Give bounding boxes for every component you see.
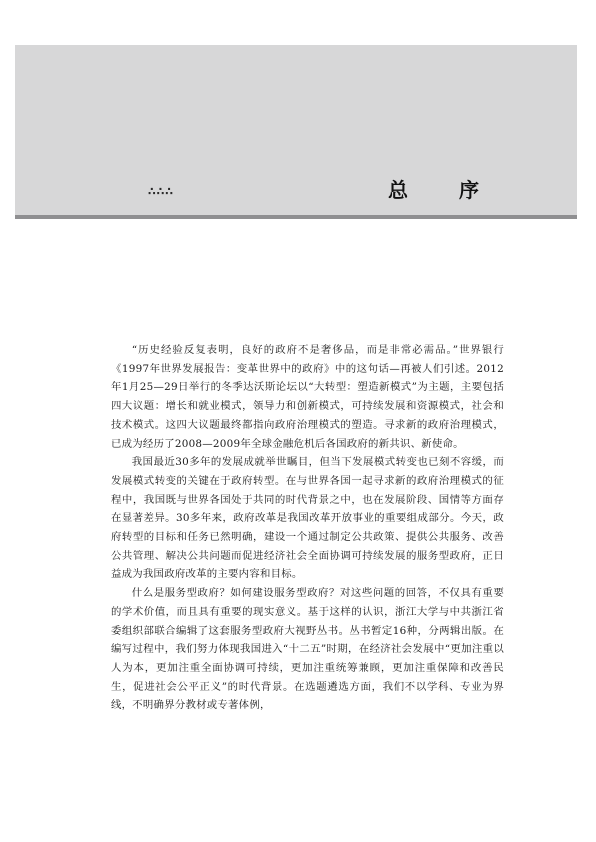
body-text xyxy=(111,341,504,715)
paragraph: 我国最近30多年的发展成就举世瞩目，但当下发展模式转变也已刻不容缓，而发展模式转变的关键在于政府转型。在与世界各国一起寻求新的政府治理模式的征程中，我国既与世界各国处于共同的时代背景之中，也在发展阶段、国情等方面存在显著差异。30多年来，政府改革是我国改革开放事业的重要组成部分。今天，政府转型的目标和任务已然明确，建设一个通过制定公共政策、提供公共服务、改善公共管理、解决公共问题而促进经济社会全面协调可持续发展的服务型政府，正日益成为我国政府改革的主要内容和目标。 xyxy=(111,456,504,581)
paragraph: “历史经验反复表明，良好的政府不是奢侈品，而是非常必需品。”世界银行《1997年世界发展报告：变革世界中的政府》中的这句话—再被人们引述。2012年1月25—29日举行的冬季达沃斯论坛以“大转型：塑造新模式”为主题，主要包括四大议题：增长和就业模式，领导力和创新模式，可持续发展和资源模式，社会和技术模式。这四大议题最终都指向政府治理模式的塑造。寻求新的政府治理模式，已成为经历了2008—2009年全球金融危机后各国政府的新共识、新使命。 xyxy=(111,344,504,450)
paragraph: 什么是服务型政府？如何建设服务型政府？对这些问题的回答，不仅具有重要的学术价值，而且具有重要的现实意义。基于这样的认识，浙江大学与中共浙江省委组织部联合编辑了这套服务型政府大视野丛书。丛书暂定16种，分两辑出版。在编写过程中，我们努力体现我国进入“十二五”时期，在经济社会发展中“更加注重以人为本，更加注重全面协调可持续，更加注重统筹兼顾，更加注重保障和改善民生，促进社会公平正义”的时代背景。在选题遴选方面，我们不以学科、专业为界线，不明确界分教材或专著体例， xyxy=(111,587,504,712)
header-rule xyxy=(15,215,577,219)
page-title: 总 序 xyxy=(388,178,501,202)
ornament-dots: ∴∴∴ xyxy=(148,185,174,198)
